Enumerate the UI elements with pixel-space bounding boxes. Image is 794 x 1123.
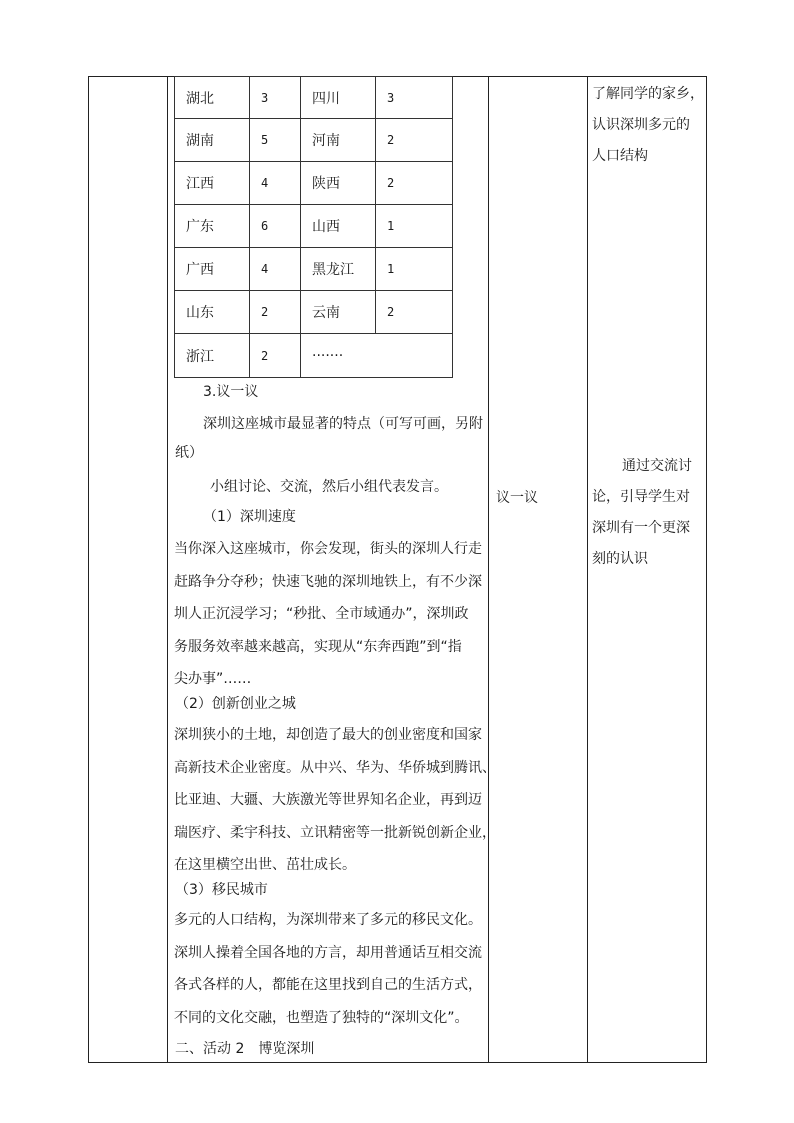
ellipsis-cell: ······· (301, 334, 453, 378)
purpose-line: 通过交流讨 (622, 458, 692, 474)
count-cell: 4 (250, 162, 301, 205)
province-cell: 陕西 (301, 162, 376, 205)
innovation-paragraph (174, 719, 496, 882)
count-cell: 4 (250, 248, 301, 291)
paragraph-line: 务服务效率越来越高，实现从“东奔西跑”到“指 (174, 638, 462, 655)
table-row (175, 334, 453, 378)
province-count-table (174, 76, 453, 378)
province-cell: 山东 (175, 291, 250, 334)
prompt-line-2: 纸） (175, 445, 203, 461)
province-cell: 湖北 (175, 77, 250, 119)
paragraph-line: 多元的人口结构，为深圳带来了多元的移民文化。 (174, 912, 482, 928)
speed-paragraph (174, 533, 486, 696)
count-cell: 2 (250, 334, 301, 378)
innovation-heading: （2）创新创业之城 (175, 696, 296, 712)
count-cell: 3 (376, 77, 453, 119)
province-cell: 广西 (175, 248, 250, 291)
outer-table-right-border (706, 76, 707, 1063)
province-cell: 山西 (301, 205, 376, 248)
count-cell: 6 (250, 205, 301, 248)
immigrant-paragraph (174, 904, 486, 1034)
paragraph-line: 深圳人操着全国各地的方言，却用普通话互相交流 (174, 944, 482, 961)
paragraph-line: 高新技术企业密度。从中兴、华为、华侨城到腾讯、 (174, 759, 496, 776)
table-row (175, 119, 453, 162)
paragraph-line: 比亚迪、大疆、大族激光等世界知名企业，再到迈 (174, 792, 482, 808)
column-divider-3 (587, 76, 588, 1063)
purpose-line: 了解同学的家乡， (592, 86, 704, 102)
purpose-line: 认识深圳多元的 (592, 117, 690, 133)
paragraph-line: 在这里横空出世、茁壮成长。 (174, 857, 356, 873)
province-cell: 广东 (175, 205, 250, 248)
column-divider-2 (488, 76, 489, 1063)
count-cell: 5 (250, 119, 301, 162)
column-divider-1 (167, 76, 168, 1063)
count-cell: 1 (376, 205, 453, 248)
count-cell: 3 (250, 77, 301, 119)
paragraph-line: 尖办事”…… (174, 671, 252, 687)
count-cell: 2 (376, 291, 453, 334)
paragraph-line: 赶路争分夺秒；快速飞驰的深圳地铁上，有不少深 (174, 573, 482, 590)
paragraph-line: 当你深入这座城市，你会发现，街头的深圳人行走 (174, 541, 482, 557)
section-3-heading: 3.议一议 (203, 384, 259, 400)
purpose-middle-text (592, 451, 704, 575)
province-cell: 江西 (175, 162, 250, 205)
purpose-top-text (592, 79, 704, 172)
immigrant-heading: （3）移民城市 (175, 882, 268, 898)
table-row (175, 291, 453, 334)
paragraph-line: 圳人正沉浸学习；“秒批、全市域通办”，深圳政 (174, 606, 469, 622)
table-row (175, 248, 453, 291)
province-cell: 云南 (301, 291, 376, 334)
student-activity-label: 议一议 (496, 490, 538, 506)
speed-heading: （1）深圳速度 (203, 509, 296, 525)
discussion-instruction: 小组讨论、交流，然后小组代表发言。 (210, 479, 448, 495)
count-cell: 2 (250, 291, 301, 334)
prompt-line-1: 深圳这座城市最显著的特点（可写可画，另附 (203, 416, 483, 432)
purpose-line: 深圳有一个更深 (592, 520, 690, 536)
paragraph-line: 不同的文化交融，也塑造了独特的“深圳文化”。 (174, 1009, 469, 1026)
province-cell: 四川 (301, 77, 376, 119)
province-cell: 湖南 (175, 119, 250, 162)
count-cell: 2 (376, 162, 453, 205)
outer-table-bottom-border (88, 1062, 706, 1063)
purpose-line: 人口结构 (592, 148, 648, 164)
purpose-line: 论，引导学生对 (592, 489, 690, 505)
province-cell: 黑龙江 (301, 248, 376, 291)
count-cell: 1 (376, 248, 453, 291)
table-row (175, 162, 453, 205)
province-cell: 河南 (301, 119, 376, 162)
paragraph-line: 各式各样的人，都能在这里找到自己的生活方式， (174, 977, 482, 993)
activity-2-heading: 二、活动 2 博览深圳 (175, 1041, 315, 1057)
paragraph-line: 深圳狭小的土地，却创造了最大的创业密度和国家 (174, 727, 482, 743)
outer-table-left-border (88, 76, 89, 1063)
count-cell: 2 (376, 119, 453, 162)
table-row (175, 205, 453, 248)
province-cell: 浙江 (175, 334, 250, 378)
table-row (175, 77, 453, 119)
purpose-line: 刻的认识 (592, 551, 648, 567)
paragraph-line: 瑞医疗、柔宇科技、立讯精密等一批新锐创新企业， (174, 824, 496, 841)
